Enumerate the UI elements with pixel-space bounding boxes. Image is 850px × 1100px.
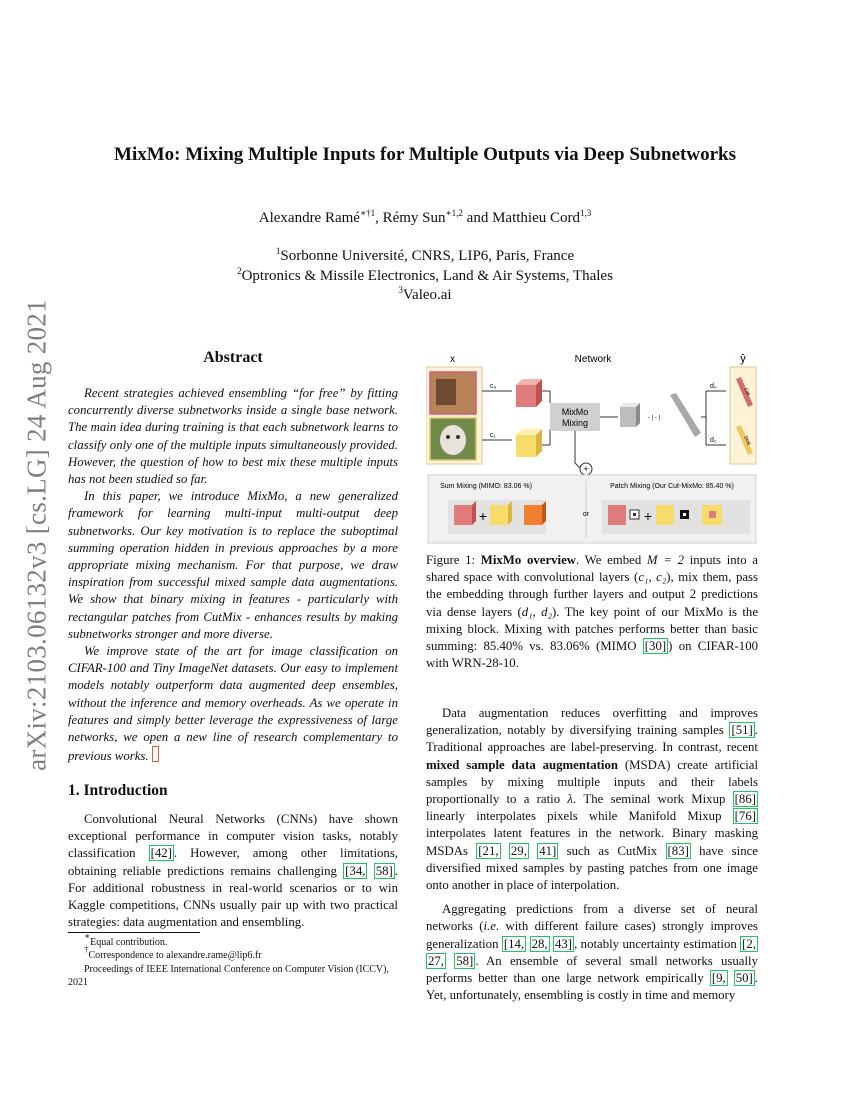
sum-result-block: [524, 505, 542, 525]
abstract-heading: Abstract: [203, 349, 263, 366]
abstract-paragraph: In this paper, we introduce MixMo, a new generalized framework for learning multi-input multi-output deep subnetworks. Our key motivation is to replace the suboptimal summing operation hidden in previous approaches by a more appropriate mixing mechanism. For that purpose, we draw inspiration from successful mixed sample data augmentations. We show that binary mixing in features - particularly with rectangular patches from CutMix - enhances results by making subnetworks stronger and more diverse.: [68, 489, 398, 641]
red-conv-block: [516, 385, 536, 407]
citation-link[interactable]: 58]: [456, 953, 474, 968]
footnote-proceedings: Proceedings of IEEE International Conference on Computer Vision (ICCV), 2021: [68, 963, 389, 988]
abstract-body: [68, 385, 398, 765]
abstract-paragraph: Recent strategies achieved ensembling “for free” by fitting concurrently diverse subnetworks inside a single base network. The main idea during training is that each subnetwork learns to classify only one of the multiple inputs simultaneously provided. However, the question of how to best mix these multiple inputs has not been studied so far.: [68, 386, 398, 487]
footnote-correspondence: †Correspondence to alexandre.rame@lip6.fr: [84, 944, 262, 962]
cat-output-label: Cat: [742, 387, 752, 397]
svg-text:+: +: [478, 508, 488, 524]
citation-link[interactable]: 29,: [510, 843, 527, 858]
citation-link[interactable]: [2,: [742, 936, 757, 951]
citation-link[interactable]: 50]: [735, 971, 753, 986]
mixing-label-1: MixMo: [561, 407, 589, 417]
conv-label-c0: c₀: [490, 383, 497, 390]
citation-link[interactable]: 43]: [555, 936, 573, 951]
intro-paragraph: Convolutional Neural Networks (CNNs) have shown exceptional performance in computer vision tasks, notably classification [42] . However, among other limitations, obtaining reliable predictions remains challenging [34, 58] . For additional robustness in real-world scenarios or to win Kaggle competitions, CNNs usually pair up with two practical strategies: data augmentation and ensembling.: [68, 812, 398, 930]
dense-label-d0: d₀: [710, 383, 717, 390]
figure-x-label: x: [450, 354, 455, 365]
arxiv-stamp-text: arXiv:2103.06132v3 [cs.LG] 24 Aug 2021: [21, 299, 52, 771]
output-panel: [730, 367, 756, 464]
gray-block: [620, 407, 636, 427]
body-paragraph: Aggregating predictions from a diverse set of neural networks (i.e. with different failure cases) strongly improves generalization [14, 28, 43] , notably uncertainty estimation [2, 27, 58] . An ensemble of several small networks usually performs better than one large network empirically [9, 50] . Yet, unfortunately, ensembling is costly in time and memory: [426, 902, 758, 1003]
paper-title: MixMo: Mixing Multiple Inputs for Multiple Outputs via Deep Subnetworks: [114, 144, 736, 165]
abstract-paragraph: We improve state of the art for image classification on CIFAR-100 and Tiny ImageNet datasets. Our easy to implement models notably outperform data augmented deep ensembles, without the inference and memory overheads. As we operate in features and simply better leverage the expressiveness of large networks, we open a new line of research complementary to previous works.: [68, 644, 398, 764]
figure-network-label: Network: [574, 354, 612, 365]
section-heading-introduction: 1. Introduction: [68, 782, 168, 799]
footnotes: [68, 931, 398, 989]
figure-mixmo-overview: [426, 345, 758, 547]
footnote-equal-contribution: ∗Equal contribution.: [84, 931, 168, 948]
figure-caption-label: Figure 1:: [426, 553, 476, 567]
patch-mixing-title: Patch Mixing (Our Cut-MixMo: 85.40 %): [610, 483, 734, 490]
figure-yhat-label: ŷ: [740, 353, 746, 365]
author-sun: Rémy Sun: [382, 210, 446, 226]
introduction-body: [68, 811, 398, 931]
figure-caption: Figure 1: MixMo overview. We embed M = 2 inputs into a shared space with convolutional layers (c₁, c₂), mix them, pass the embedding through further layers and output 2 predictions via dense layers (d₁, d₂). The key point of our MixMo is the mixing block. Mixing with patches performs better than basic summing: 85.40% vs. 83.06% (MIMO [30] ) on CIFAR-100 with WRN-28-10.: [426, 553, 759, 671]
patch-yellow-block: [656, 505, 674, 525]
dots-label: - | - |: [648, 415, 661, 421]
arxiv-stamp: [12, 285, 62, 785]
author-rame: Alexandre Ramé: [258, 210, 360, 226]
dense-label-d1: d₁: [710, 437, 717, 444]
or-label: or: [582, 511, 590, 518]
citation-link[interactable]: [9,: [711, 971, 726, 986]
citation-link[interactable]: [76]: [734, 809, 756, 824]
affiliation-2: $^2$Optronics & Missile Electronics, Land & Air Systems, Thales: [237, 265, 613, 284]
patch-red-block: [608, 505, 626, 525]
dense-layer: [670, 393, 701, 437]
citation-link[interactable]: 58]: [375, 863, 393, 878]
citation-link[interactable]: [34,: [345, 863, 366, 878]
affiliations: [0, 247, 850, 306]
text-cursor-marker: [152, 746, 159, 762]
affiliation-3: $^3$Valeo.ai: [398, 285, 452, 303]
author-cord: Matthieu Cord: [492, 210, 580, 226]
citation-link[interactable]: [86]: [734, 792, 756, 807]
mixing-label-2: Mixing: [561, 418, 589, 428]
body-paragraph: Data augmentation reduces overfitting and improves generalization, notably by diversifying training samples [51] . Traditional approaches are label-preserving. In contrast, recent mixed sample data augmentation (MSDA) create artificial samples by mixing multiple inputs and their labels proportionally to a ratio λ. The seminal work Mixup [86] linearly interpolates pixels while Manifold Mixup [76] interpolates latent features in the network. Binary masking MSDAs [21, 29, 41] such as CutMix [83] have since diversified mixed samples by pasting patches from one image onto another in place of interpolation.: [426, 706, 758, 893]
sum-yellow-block: [490, 505, 508, 525]
yellow-conv-block: [516, 435, 536, 457]
sum-red-block: [454, 505, 472, 525]
citation-link[interactable]: [21,: [478, 843, 499, 858]
citation-link[interactable]: 41]: [539, 843, 557, 858]
dog-output-label: Dog: [742, 435, 753, 446]
conv-label-c1: c₁: [490, 432, 496, 439]
svg-text:+: +: [583, 464, 589, 474]
citation-link[interactable]: [51]: [731, 723, 753, 738]
sum-mixing-title: Sum Mixing (MIMO: 83.06 %): [440, 483, 532, 490]
citation-link[interactable]: 28,: [531, 936, 548, 951]
citation-link[interactable]: 27,: [428, 953, 444, 968]
author-list: Alexandre Ramé$^{∗\dagger 1}$, Rémy Sun$^{∗1,2}$ and Matthieu Cord$^{1,3}$: [258, 208, 592, 226]
citation-link[interactable]: [42]: [150, 846, 172, 861]
affiliation-1: $^1$Sorbonne Université, CNRS, LIP6, Paris, France: [275, 246, 575, 264]
right-column-body: [426, 705, 758, 1011]
citation-link[interactable]: [83]: [667, 843, 689, 858]
citation-link[interactable]: [30]: [644, 639, 667, 654]
svg-text:+: +: [643, 508, 653, 524]
citation-link[interactable]: [14,: [503, 936, 525, 951]
